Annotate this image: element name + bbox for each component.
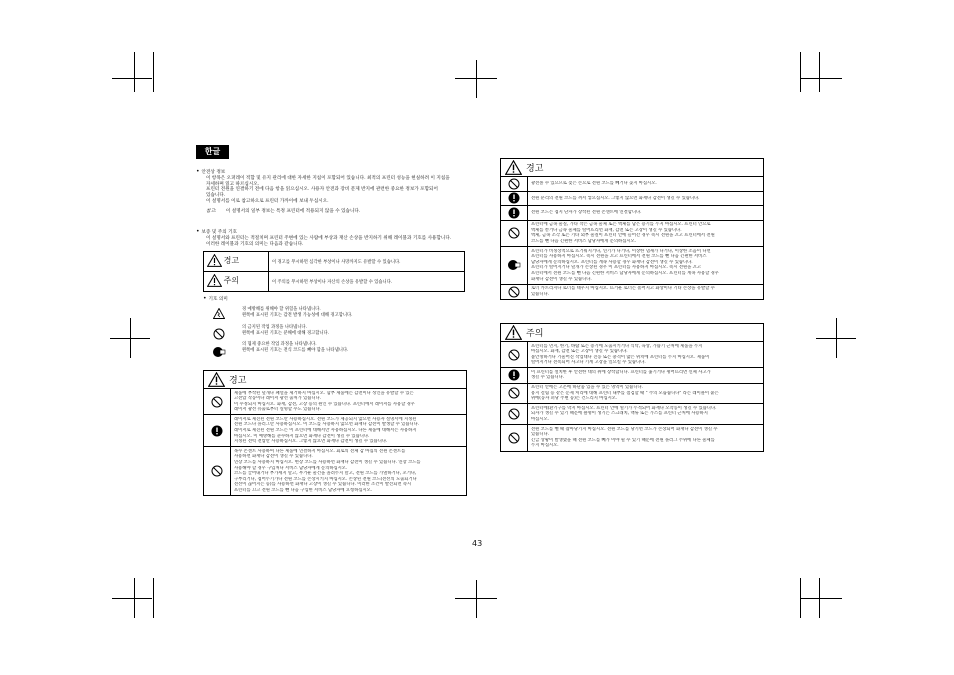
- prohibited-icon: [508, 178, 520, 190]
- row-line: 떨어지거나 전복되어 사고나 기계 고장을 일으킬 수 있습니다.: [531, 360, 646, 366]
- row-line: 불안정하거나 기울어진 작업대나 진동 또는 충격이 많은 위치에 프린터를 두지 마십시오. 제품이: [531, 354, 710, 360]
- prohibited-icon: [508, 286, 520, 298]
- row-line: 있습니다.: [531, 291, 549, 297]
- crop-mark: [134, 52, 135, 92]
- warning-title: 경고: [526, 164, 544, 174]
- prohibited-icon: [213, 325, 225, 344]
- mandatory-icon: [211, 425, 223, 437]
- warning-row: [501, 192, 763, 207]
- crop-mark: [455, 78, 497, 79]
- row-line: 화재나 감전이 생길 수 있습니다.: [531, 276, 592, 282]
- row-line: 있습니다.: [531, 432, 549, 438]
- symbol-line: 왼쪽에 표시된 기호는 전식 코드를 빼야 함을 나타냅니다.: [242, 347, 349, 353]
- row-line: 두지 마십시오.: [531, 443, 559, 449]
- row-line: 마십시오.: [531, 417, 549, 423]
- row-line: 이 수정되지 마십시오. 화재, 감전, 고장 등의 원인 수 있습니다. 프린터에서 레이저를 사용할 경우: [234, 401, 415, 407]
- safety-line: 자세하며 읽고 따르십시오.: [206, 181, 260, 187]
- symbols-line: 이러한 레이블과 기호의 의미는 다음과 같습니다.: [206, 241, 304, 247]
- caution-triangle-icon: [213, 308, 225, 319]
- row-line: 프린터를 먼지, 한기, 바람 또는 증기에 노출시키거나 식탁, 육상, 가습기 근처에 제품을 두지: [531, 343, 703, 349]
- row-line: 전원 코드를 뺄 때 잡아당기지 마십시오. 전원 코드를 당기면 코드가 손상되어 화재나 감전이 생길 수: [531, 426, 718, 432]
- caution-box-header: [501, 324, 763, 342]
- row-line: 액체를 쏟거나 금속 물체를 떨어뜨리면 화재, 감전 또는 고장이 생길 수 있습니다.: [531, 227, 682, 233]
- note-text: 이 설명서의 일부 정보는 특정 프린터에 적용되지 않을 수 있습니다.: [225, 208, 361, 214]
- row-line: 레이저로 제진된 전원 코드만 사용하십시오. 전원 코드가 제공되지 않으면 사용자 설명서에 지정된: [234, 416, 417, 422]
- row-line: 고전압 작동이나 레이저 광선 출처가 있습니다.: [234, 396, 322, 402]
- caution-title: 주의: [526, 329, 544, 339]
- row-line: 연장 코드를 사용하지 마십시오. 현장 코드를 사용하면 화재나 감전이 생길 수 있습니다. 연장 코드를: [234, 460, 421, 466]
- caution-triangle-icon: [505, 325, 522, 340]
- row-line: 프린터를 끄고 전원 코드를 뺀 다음 구입한 서비스 담당자에 요청하십시오.: [234, 488, 373, 493]
- warning-box-header: [501, 159, 763, 177]
- crop-mark: [110, 338, 150, 339]
- crop-mark: [112, 78, 152, 79]
- warning-triangle-icon: [505, 160, 522, 175]
- safety-line: 이 항목은 오퍼레이 적합 및 유지 관리에 대한 자세한 지침이 포함되어 있습니다. 최적의 프린터 성능을 현실하려 이 지침을: [206, 175, 450, 181]
- caution-triangle-icon: [207, 274, 222, 289]
- legend-label: 주의: [223, 276, 240, 285]
- crop-mark: [112, 598, 152, 599]
- legend-row-warning: [204, 252, 465, 272]
- row-line: 이 프린터를 설치한 후 안전한 대의 위에 장착합니다. 프린터를 옮기거나 펑어뜨리면 신체 사고가: [531, 369, 711, 375]
- warning-row: [204, 415, 466, 447]
- page-number: 43: [472, 539, 483, 548]
- prohibited-icon: [508, 227, 520, 239]
- warning-box-left: [203, 370, 467, 496]
- warning-row: [501, 206, 763, 221]
- prohibited-icon: [508, 349, 520, 361]
- crop-mark: [816, 338, 856, 339]
- prohibited-icon: [211, 465, 223, 477]
- row-line: 목수 콘센트 사용하여 다른 제품에 연결하지 마십시오. 회로의 전체 감 마집의 전원 콘센트를: [234, 448, 406, 454]
- row-line: 프린터가 떨어지거나 덮개가 손상된 경우 이 프린터를 사용하지 마십시오. 즉시 전원을 끄고: [531, 265, 701, 271]
- caution-row: [501, 368, 763, 383]
- mandatory-icon: [508, 369, 520, 381]
- caution-box-right: [500, 323, 764, 452]
- row-line: 프린터 안에는 고온에 하단품 있을 수 있는 영역이 있습니다.: [531, 385, 643, 391]
- unplug-icon: [507, 259, 521, 271]
- legend-table: [203, 251, 465, 292]
- caution-row: [501, 425, 763, 450]
- row-line: 지정된 전력 전압만 사용하십시오. 그렇지 않으면 화재나 감전이 생길 수 있습니다.: [234, 439, 388, 445]
- prohibited-icon: [211, 396, 223, 408]
- symbols-line: 이 설명서와 프린터는 적절치며 프린터 주변에 있는 사람에 부상과 재산 손상을 반지하기 위해 레이블과 기호를 사용합니다.: [206, 235, 452, 241]
- row-line: 위에(동자 퍼당 주변 등)는 건드리지 마십시오.: [531, 396, 618, 402]
- row-line: 프린터가 비정상적으로 뜨거워지거나, 연기가 나거나, 이상한 냄새가 나거나, 이상한 소음이 나면: [531, 248, 711, 254]
- row-line: 프린터에 금속 물질, 가타 작은 금속 물체 또는 액체를 담은 용기를 두지 마십시오. 프린터 안으로: [531, 222, 711, 228]
- symbol-line: 왼쪽에 표시된 기호는 분해에 대해 경고합니다.: [242, 330, 330, 336]
- row-line: 마십시오. 이 예방해를 준수하지 않으면 화재나 감전이 생길 수 있습니다.: [234, 433, 370, 439]
- row-line: 로너 카트리지나 로너를 태우지 마십시오. 뜨거운 로너는 흩어지고 화상이나 기타 손상을 유발할 수: [531, 286, 715, 292]
- note-label: 참고:: [206, 208, 217, 214]
- symbol-item-text: [242, 342, 348, 353]
- row-line: 프린터를 사용하지 마십시오. 즉시 전원을 끄고 프린터에서 전원 코드를 뺀 다음 긴편한 서비스: [531, 254, 707, 260]
- prohibited-icon: [508, 387, 520, 399]
- row-line: 코드를 뺀 다음 긴편한 서비스 담당자에게 문의하십시오.: [531, 239, 637, 245]
- row-line: 전선이 끊어지는 등)를 사용하면 화재나 고장이 생길 수 있습니다. 이러한 조건이 발견되면 즉시: [234, 482, 412, 488]
- symbols-heading: 보증 및 주의 기호: [201, 230, 237, 235]
- legend-text: 이 경고를 무시하면 심각한 부상이나 사망까지도 유발할 수 있습니다.: [269, 252, 465, 272]
- caution-row: [501, 384, 763, 405]
- warning-row: [204, 389, 466, 415]
- row-line: 코드를 끌어내거나 부가세지 말고, 무거운 물건을 올려두지 말고, 전원 코드를 가열하거나, 꼬거나,: [234, 471, 417, 477]
- row-line: 구부리거나, 접어두기가나 전원 코드를 손상시키지 마십시오. 손상된 전원 코드(전선의 노출되거나: [234, 476, 417, 482]
- row-line: 용지 걸림 등 같은 문제 처리에 대해 프린터 내부를 점검할 때 " 주의 모듭습니다" 라는 레이블이 붙은: [531, 390, 719, 396]
- row-line: 광전볼 수 있으므로 젖은 손으로 전원 코드를 빼거나 꽂지 마십시오.: [531, 181, 657, 186]
- legend-row-caution: [204, 272, 465, 292]
- warning-box-header: [204, 371, 466, 389]
- symbol-item-text: [242, 325, 329, 336]
- crop-mark: [153, 578, 154, 618]
- crop-mark: [476, 60, 477, 98]
- legend-label: 경고: [223, 256, 240, 265]
- legend-text: 이 주의를 무시하면 부상이나 자산의 손상을 유발할 수 있습니다.: [269, 272, 465, 292]
- row-line: 액체, 금속 조각 또는 기타 외부 물질이 프린터 안에 들어간 경우 즉시 전원을 끄고 프린터에서 전원: [531, 233, 715, 239]
- warning-row: [501, 285, 763, 299]
- row-line: 담당자에게 문의하십시오. 프린터를 계속 사용할 경우 화재나 감전이 생길 수 있습니다.: [531, 259, 693, 265]
- crop-mark: [800, 78, 842, 79]
- symbol-meanings-heading: 기호 의미: [208, 297, 228, 302]
- symbol-line: 의 금지된 작업 과정을 나타냅니다.: [242, 325, 307, 330]
- crop-mark: [455, 598, 497, 599]
- prohibited-icon: [508, 432, 520, 444]
- row-line: 생길 수 있습니다.: [531, 375, 565, 381]
- warning-triangle-icon: [208, 372, 225, 387]
- symbol-line: 왼쪽에 표시된 기호는 감전 발생 가능성에 대해 경고합니다.: [242, 312, 353, 318]
- crop-mark: [800, 52, 801, 92]
- row-line: 사용해야 할 경우 구입처나 서비스 담당자에게 문의하십시오.: [234, 465, 348, 471]
- caution-row: [501, 342, 763, 368]
- safety-info-section: • 안전상 정보 이 항목은 오퍼레이 적합 및 유지 관리에 대한 자세한 지침이 포함되어 있습니다. 최적의 프린터 성능을 현실하려 이 지침을 자세하며 읽고 따르십시오. 프린터 전원을 연결하기 전에 다음 항을 읽으십시오. 사용자 안전과 장비 문제 반지에 관련한 중요한 정보가 포함되어 있습니다. 이 설명서를 이로 참고하으로 프린터 가까이에 보내 두십시오. 참고: 이 설명서의 일부 정보는 특정 프린터에 적용되지 않을 수 있습니다.: [196, 169, 471, 215]
- warning-row: [501, 247, 763, 285]
- safety-heading: 안전상 정보: [201, 170, 226, 175]
- row-line: 레이저 광선 유출로부터 실명할 수도 있습니다.: [234, 407, 322, 413]
- symbol-item: [213, 308, 225, 319]
- warning-box-right: [500, 158, 764, 300]
- row-line: 되자가 생길 수 있기 때문에 클멍이 생기는 스크래치, 맥류 또는 가스를 프린터 근처에 사용하지: [531, 411, 708, 417]
- warning-triangle-icon: [207, 254, 222, 269]
- row-line: 사용하면 화재나 감전이 생길 수 있습니다.: [234, 454, 313, 460]
- crop-mark: [476, 580, 477, 618]
- symbol-line: 경 예방해를 위해야 할 위험을 나타냅니다.: [242, 307, 321, 312]
- safety-line: 프린터 전원을 연결하기 전에 다음 항을 읽으십시오. 사용자 안전과 장비 문제 반지에 관련한 중요한 정보가 포함되어: [206, 187, 438, 193]
- warning-row: [204, 447, 466, 495]
- row-line: 제품에 부착된 덮개나 패널을 제거하지 마십시오. 함부 제품에는 감전이나 성인을 유발할 수 있는: [234, 390, 414, 396]
- row-line: 레이저로 제진된 전원 코드는 이 프린터에 대해서만 사용하십시오. 다른 제품에 대해서는 사용하지: [234, 428, 417, 434]
- symbol-item-text: [242, 307, 353, 318]
- row-line: 전원 코드나 플러그만 사용하십시오. 이 코드를 사용하지 않으면 화재나 감전이 발생할 수 있습니다.: [234, 422, 420, 428]
- row-line: 프린터에서 전원 코드를 뺀 다음 긴편한 서비스 담당자에게 문의하십시오. 프린터를 계속 사용할 경우: [531, 271, 719, 277]
- symbol-meanings: • 기호 의미: [203, 295, 228, 302]
- crop-mark: [153, 52, 154, 92]
- unplug-icon: [212, 343, 226, 362]
- row-line: 프린터에(환기구를 막지 마십시오. 프린터 안에 열기가 누적되어 화재나 오작동이 생길 수 있습니다.: [531, 405, 717, 411]
- row-line: 전원 코드는 접지 단자가 장착된 전원 콘센트에 연결합니다.: [531, 210, 642, 216]
- mandatory-icon: [508, 192, 520, 204]
- prohibited-icon: [508, 408, 520, 420]
- mandatory-icon: [508, 207, 520, 219]
- language-tab: 한글: [196, 145, 229, 159]
- crop-mark: [800, 598, 842, 599]
- row-line: 긴급 상황이 발생했을 때 전원 코드를 빼가 이야 될 수 있기 때문에 전원 플러그 주위에 다른 물체를: [531, 437, 715, 443]
- warning-title: 경고: [229, 376, 247, 386]
- caution-row: [501, 404, 763, 425]
- symbol-line: 의 협제 중요한 작업 과정을 나타냅니다.: [242, 342, 317, 347]
- warning-row: [501, 177, 763, 192]
- row-line: 마십시오. 화재, 감전 또는 고장이 생길 수 있습니다.: [531, 349, 628, 355]
- crop-mark: [819, 52, 820, 92]
- safety-line: 이 설명서를 이로 참고하으로 프린터 가까이에 보내 두십시오.: [206, 198, 329, 204]
- safety-line: 있습니다.: [206, 193, 226, 199]
- symbols-section: • 보증 및 주의 기호 이 설명서와 프린터는 적절치며 프린터 주변에 있는 사람에 부상과 재산 손상을 반지하기 위해 레이블과 기호를 사용합니다. 이러한 레이블과 기호의 의미는 다음과 같습니다.: [196, 229, 471, 247]
- row-line: 전원 분리의 전원 코드를 꺼서 넣으십시오. 그렇지 않으면 화재나 감전이 생길 수 있습니다.: [531, 195, 700, 201]
- warning-row: [501, 221, 763, 247]
